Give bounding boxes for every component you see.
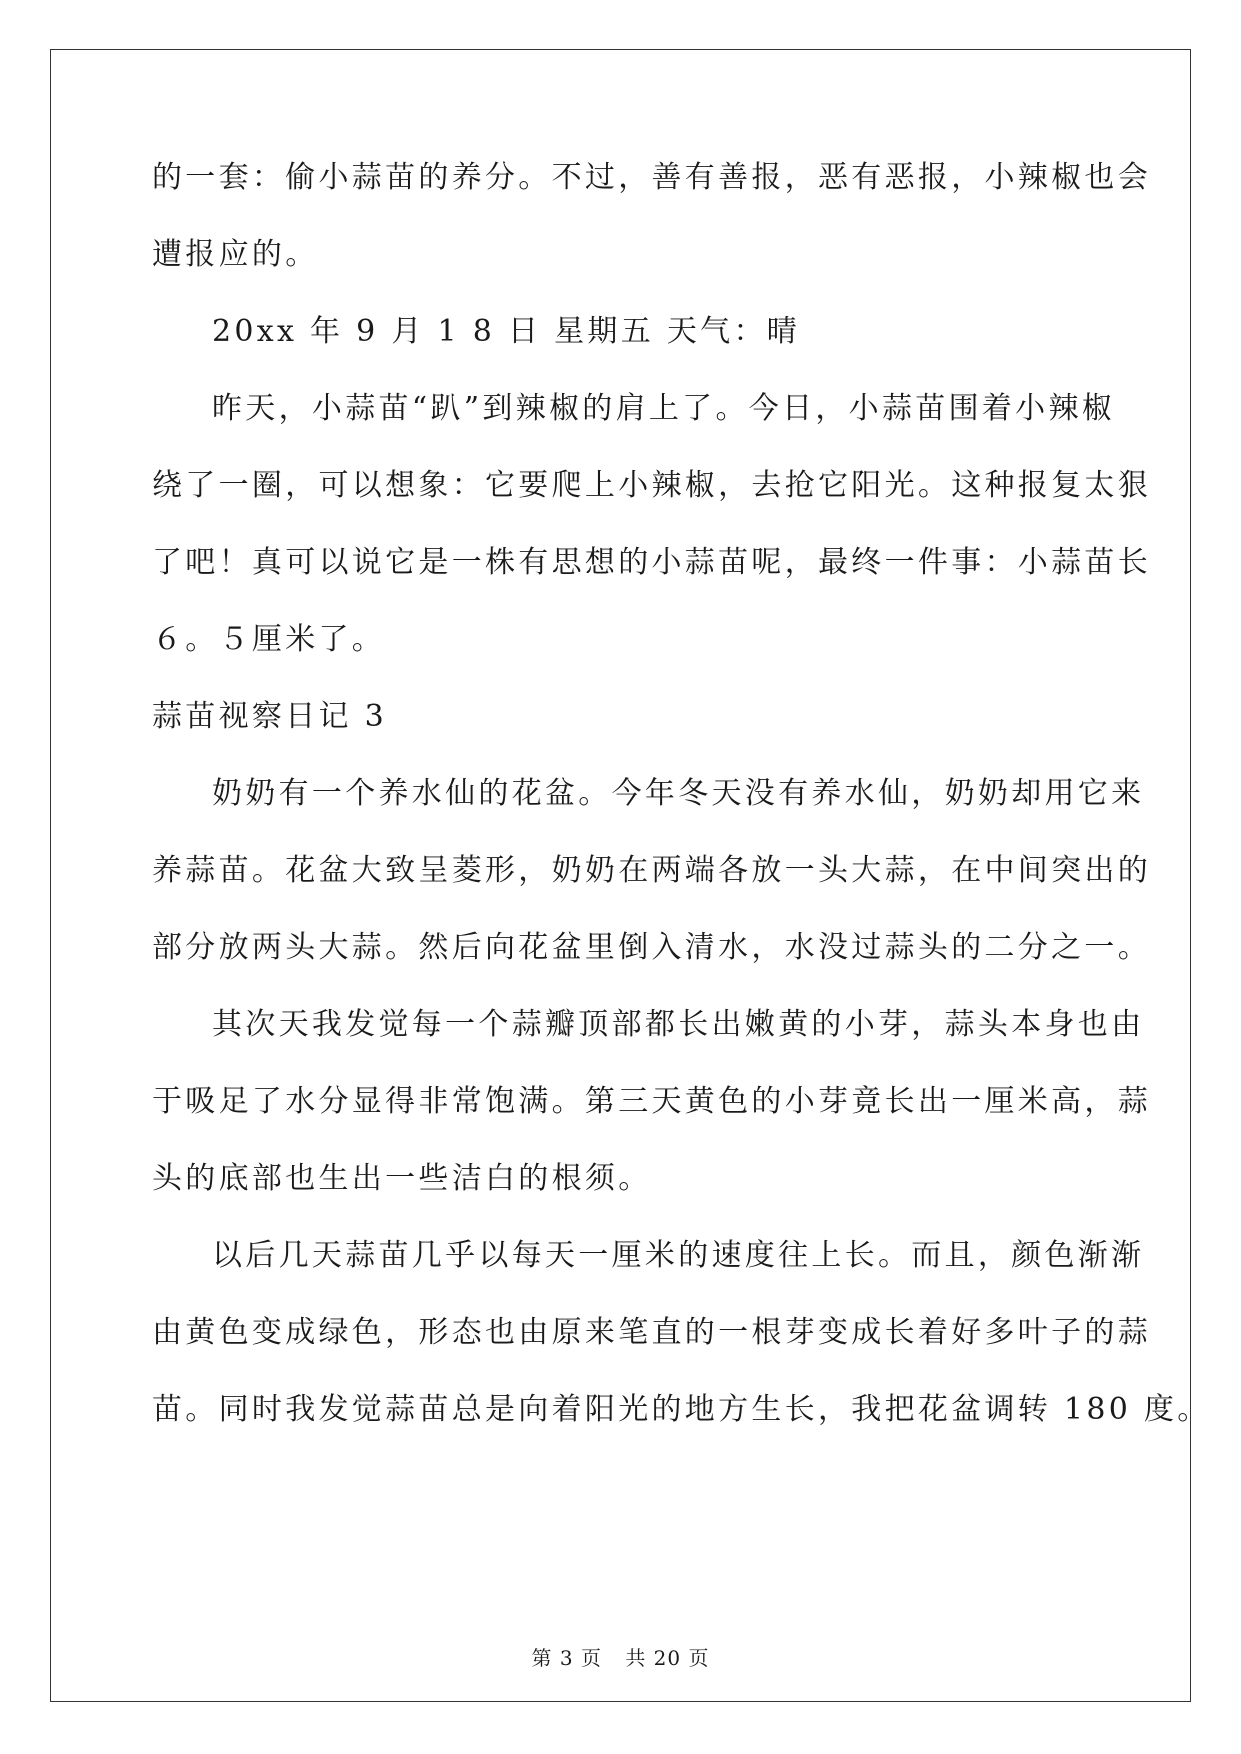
paragraph-start: 奶奶有一个养水仙的花盆。今年冬天没有养水仙，奶奶却用它来: [212, 776, 1145, 811]
document-body: [152, 158, 1211, 1429]
page-total: 共 20 页: [625, 1646, 710, 1670]
body-line: 养蒜苗。花盆大致呈菱形，奶奶在两端各放一头大蒜，在中间突出的: [152, 853, 1151, 888]
body-line: 于吸足了水分显得非常饱满。第三天黄色的小芽竟长出一厘米高，蒜: [152, 1084, 1151, 1119]
paragraph-start: 昨天，小蒜苗“趴”到辣椒的肩上了。今日，小蒜苗围着小辣椒: [212, 391, 1116, 426]
body-line: 了吧！真可以说它是一株有思想的小蒜苗呢，最终一件事：小蒜苗长: [152, 545, 1151, 580]
body-line: 部分放两头大蒜。然后向花盆里倒入清水，水没过蒜头的二分之一。: [152, 930, 1151, 965]
paragraph-start: 以后几天蒜苗几乎以每天一厘米的速度往上长。而且，颜色渐渐: [212, 1238, 1145, 1273]
page-number: 第 3 页: [531, 1646, 602, 1670]
body-line-1: 的一套：偷小蒜苗的养分。不过，善有善报，恶有恶报，小辣椒也会: [152, 160, 1151, 195]
diary-date-line: 20xx 年 9 月 1 8 日 星期五 天气：晴: [212, 314, 801, 349]
body-line: 苗。同时我发觉蒜苗总是向着阳光的地方生长，我把花盆调转 180 度。: [152, 1392, 1211, 1427]
body-line-2: 遭报应的。: [152, 237, 319, 272]
body-line: 绕了一圈，可以想象：它要爬上小辣椒，去抢它阳光。这种报复太狠: [152, 468, 1151, 503]
body-line: 由黄色变成绿色，形态也由原来笔直的一根芽变成长着好多叶子的蒜: [152, 1315, 1151, 1350]
paragraph-start: 其次天我发觉每一个蒜瓣顶部都长出嫩黄的小芽，蒜头本身也由: [212, 1007, 1145, 1042]
section-heading: 蒜苗视察日记 3: [152, 699, 388, 734]
body-line: 头的底部也生出一些洁白的根须。: [152, 1161, 652, 1196]
page-footer: [0, 1645, 1241, 1671]
body-line: ６。５厘米了。: [152, 622, 386, 657]
